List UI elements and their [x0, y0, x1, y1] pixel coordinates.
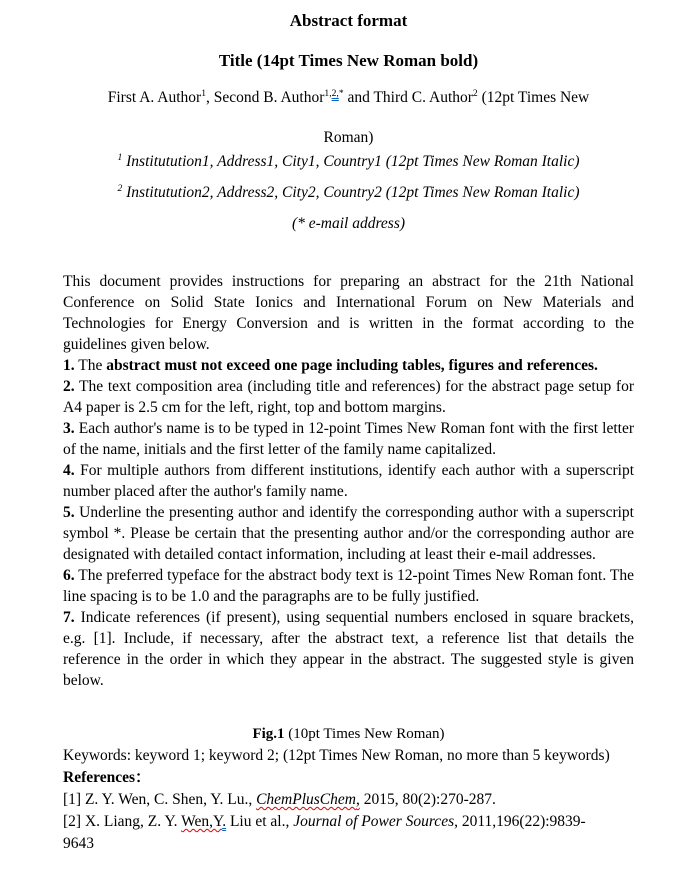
guideline-item-4: 4. For multiple authors from different institutions, identify each author with a superscript number placed after the author's family name.	[63, 462, 634, 500]
reference-item-2: [2] X. Liang, Z. Y. Wen,Y. Liu et al., Journal of Power Sources, 2011,196(22):9839- 9643	[63, 813, 586, 852]
guideline-item-5: 5. Underline the presenting author and identify the corresponding author with a superscript symbol *. Please be certain that the presenting author and/or the corresponding author are designated with detailed contact information, including at least their e-mail addresses.	[63, 504, 634, 563]
title-placeholder-line: Title (14pt Times New Roman bold)	[218, 51, 479, 70]
guideline-item-6: 6. The preferred typeface for the abstract body text is 12-point Times New Roman font. The line spacing is to be 1.0 and the paragraphs are to be fully justified.	[63, 567, 634, 605]
guideline-item-2: 2. The text composition area (including title and references) for the abstract page setup for A4 paper is 2.5 cm for the left, right, top and bottom margins.	[63, 378, 634, 416]
intro-paragraph: This document provides instructions for preparing an abstract for the 21th National Conference on Solid State Ionics and International Forum on New Materials and Technologies for Energy Conversion and is written in the format according to the guidelines given below.	[63, 273, 634, 353]
references-heading: References：	[63, 769, 151, 786]
keywords-references-block	[63, 745, 634, 855]
figure-caption: Fig.1 (10pt Times New Roman)	[252, 726, 445, 742]
author-line: First A. Author$^1$, Second B. Author$^{1,2,*}$ and Third C. Author$^2$ (12pt Times New Roman)	[107, 87, 590, 146]
guideline-item-7: 7. Indicate references (if present), using sequential numbers enclosed in square brackets, e.g. [1]. Include, if necessary, after the abstract text, a reference list that details the reference in the order in which they appear in the abstract. The suggested style is given below.	[63, 609, 634, 689]
abstract-body	[63, 271, 634, 691]
guideline-item-1: 1. The abstract must not exceed one page including tables, figures and references.	[63, 357, 598, 374]
keywords-line: Keywords: keyword 1; keyword 2; (12pt Times New Roman, no more than 5 keywords)	[63, 747, 610, 764]
email-note-line: (* e-mail address)	[291, 215, 406, 232]
affiliation-line-2: $^2$ Institutution2, Address2, City2, Country2 (12pt Times New Roman Italic)	[117, 182, 580, 201]
guideline-item-3: 3. Each author's name is to be typed in 12-point Times New Roman font with the first letter of the name, initials and the first letter of the family name capitalized.	[63, 420, 634, 458]
reference-item-1: [1] Z. Y. Wen, C. Shen, Y. Lu., ChemPlusChem, 2015, 80(2):270-287.	[63, 791, 496, 808]
affiliation-line-1: $^1$ Institutution1, Address1, City1, Country1 (12pt Times New Roman Italic)	[117, 151, 580, 170]
document-title: Abstract format	[289, 11, 408, 30]
